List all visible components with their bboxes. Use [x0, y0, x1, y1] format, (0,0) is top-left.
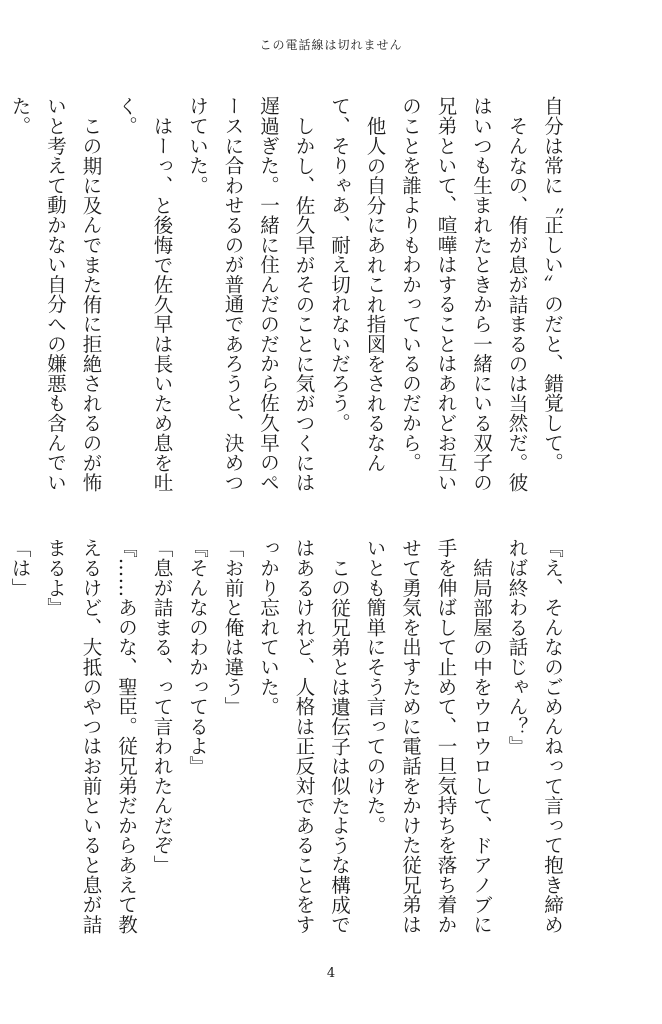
paragraph: 『そんなのわかってるよ』	[186, 538, 209, 776]
bottom-text-block	[8, 538, 570, 938]
paragraph: 『……あのな、聖臣。従兄弟だからあえて教えるけど、大抵のやつはお前といると息が詰まるよ』	[44, 538, 138, 934]
paragraph: この期に及んでまた侑に拒絶されるのが怖いと考えて動かない自分への嫌悪も含んでいた。	[8, 96, 103, 492]
page-number: 4	[326, 966, 336, 981]
paragraph: 自分は常に〝正しい〟のだと、錯覚して。	[541, 96, 564, 473]
paragraph	[0, 538, 2, 938]
paragraph: そんなの、侑が息が詰まるのは当然だ。彼はいつも生まれたときから一緒にいる双子の兄弟といて、喧嘩はすることはあれどお互いのことを誰よりもわかっているのだから。	[399, 96, 529, 492]
paragraph: 他人の自分にあれこれ指図をされるなんて、そりゃあ、耐え切れないだろう。	[328, 96, 387, 472]
running-title: この電話線は切れません	[259, 38, 403, 52]
paragraph: 『え、そんなのごめんねって言って抱き締めれば終わる話じゃん？』	[505, 538, 564, 934]
top-text-block	[8, 96, 570, 496]
paragraph: 結局部屋の中をウロウロして、ドアノブに手を伸ばして止めて、一旦気持ちを落ち着かせて勇気を出すために電話をかけた従兄弟はいとも簡単にそう言ってのけた。	[363, 538, 493, 934]
paragraph: この従兄弟とは遺伝子は似たような構成ではあるけれど、人格は正反対であることをすっかり忘れていた。	[257, 538, 351, 934]
paragraph: 「息が詰まる、って言われたんだぞ」	[150, 538, 174, 875]
paragraph: 「お前と俺は違う」	[221, 538, 245, 717]
paragraph: はーっ、と後悔で佐久早は長いため息を吐く。	[115, 96, 174, 492]
paragraph	[0, 96, 2, 496]
paragraph: 「は」	[8, 538, 32, 598]
paragraph: しかし、佐久早がそのことに気がつくには遅過ぎた。一緒に住んだのだから佐久早のペースに合わせるのが普通であろうと、決めつけていた。	[186, 96, 316, 492]
